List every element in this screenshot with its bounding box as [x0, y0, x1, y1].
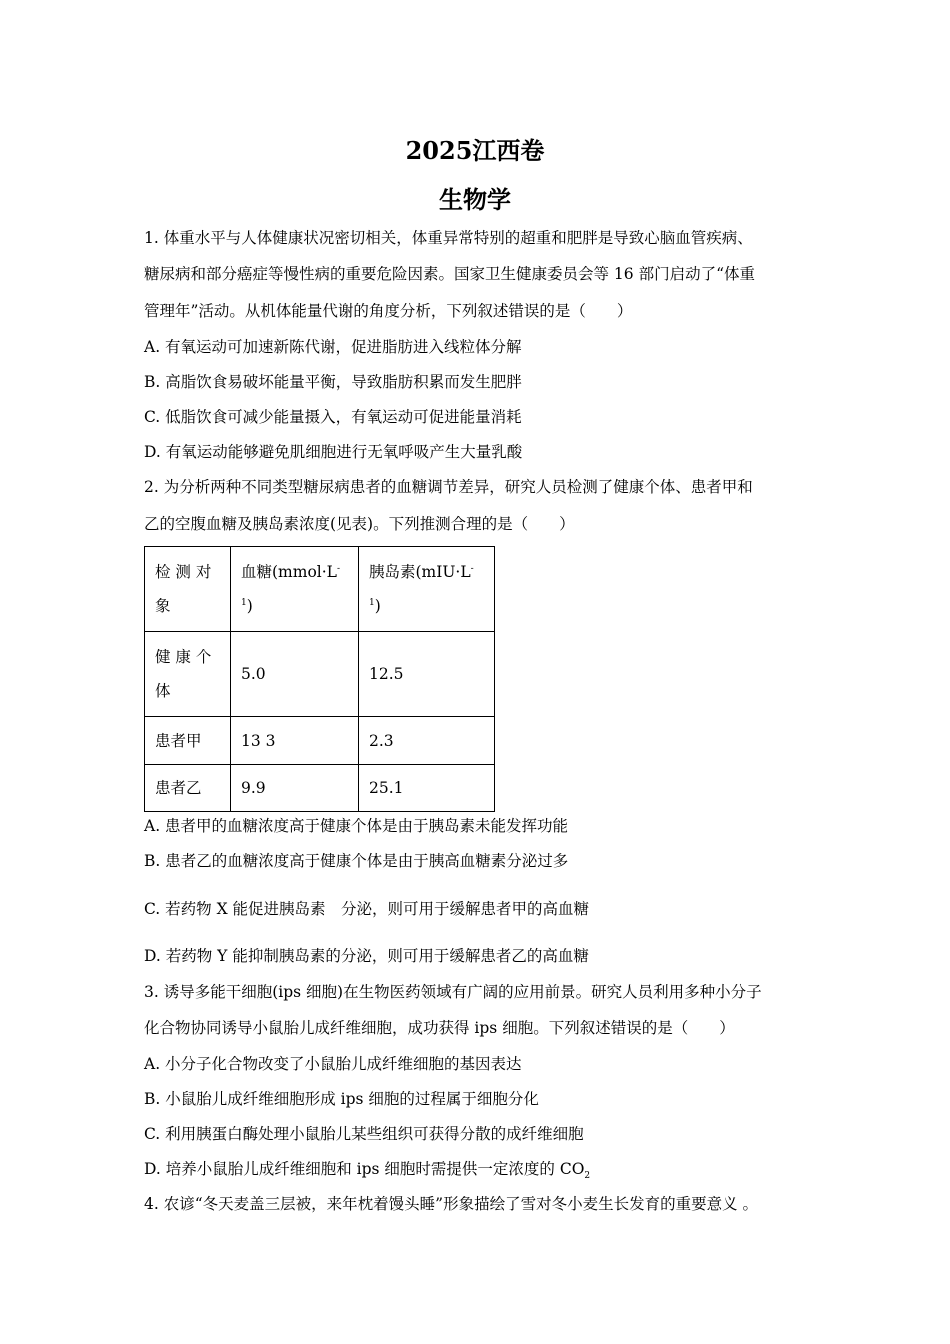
- q3-option-c: C. 利用胰蛋白酶处理小鼠胎儿某些组织可获得分散的成纤维细胞: [144, 1125, 584, 1143]
- table-row: [145, 765, 495, 812]
- q3-stem-line1: 3. 诱导多能干细胞(ips 细胞)在生物医药领域有广阔的应用前景。研究人员利用多种小分子: [144, 983, 762, 1001]
- row-glucose: 9.9: [231, 765, 359, 812]
- q2-data-table: [144, 546, 495, 812]
- q1-stem-line1: 1. 体重水平与人体健康状况密切相关，体重异常特别的超重和肥胖是导致心脑血管疾病、: [144, 229, 753, 247]
- q3-stem-line2: 化合物协同诱导小鼠胎儿成纤维细胞，成功获得 ips 细胞。下列叙述错误的是（ ）: [144, 1019, 735, 1037]
- row-insulin: 2.3: [359, 717, 495, 765]
- document-title: 2025江西卷: [405, 136, 545, 165]
- row-subject: 健 康 个 体: [145, 632, 231, 717]
- q3-option-d: D. 培养小鼠胎儿成纤维细胞和 ips 细胞时需提供一定浓度的 $CO_2$: [144, 1160, 591, 1182]
- q2-option-d: D. 若药物 Y 能抑制胰岛素的分泌，则可用于缓解患者乙的高血糖: [144, 947, 589, 965]
- q1-option-c: C. 低脂饮食可减少能量摄入，有氧运动可促进能量消耗: [144, 408, 522, 426]
- q1-stem-line3: 管理年”活动。从机体能量代谢的角度分析，下列叙述错误的是（ ）: [144, 302, 633, 320]
- q3-option-a: A. 小分子化合物改变了小鼠胎儿成纤维细胞的基因表达: [144, 1055, 522, 1073]
- table-row: [145, 632, 495, 717]
- header-subject: 检 测 对 象: [145, 547, 231, 632]
- q2-stem-line1: 2. 为分析两种不同类型糖尿病患者的血糖调节差异，研究人员检测了健康个体、患者甲和: [144, 478, 753, 496]
- row-insulin: 12.5: [359, 632, 495, 717]
- q2-option-a: A. 患者甲的血糖浓度高于健康个体是由于胰岛素未能发挥功能: [144, 817, 569, 835]
- q3-option-b: B. 小鼠胎儿成纤维细胞形成 ips 细胞的过程属于细胞分化: [144, 1090, 539, 1108]
- header-glucose: 血糖$(mmol\cdot L^{-1})$: [231, 547, 359, 632]
- document-subtitle: 生物学: [439, 185, 511, 214]
- row-subject: 患者甲: [145, 717, 231, 765]
- q2-stem-line2: 乙的空腹血糖及胰岛素浓度(见表)。下列推测合理的是（ ）: [144, 515, 575, 533]
- q1-option-b: B. 高脂饮食易破坏能量平衡，导致脂肪积累而发生肥胖: [144, 373, 522, 391]
- q2-option-b: B. 患者乙的血糖浓度高于健康个体是由于胰高血糖素分泌过多: [144, 852, 569, 870]
- q4-stem-line1: 4. 农谚“冬天麦盖三层被，来年枕着馒头睡”形象描绘了雪对冬小麦生长发育的重要意义 。: [144, 1195, 758, 1213]
- table-row: [145, 717, 495, 765]
- row-insulin: 25.1: [359, 765, 495, 812]
- row-glucose: 13 3: [231, 717, 359, 765]
- row-glucose: 5.0: [231, 632, 359, 717]
- row-subject: 患者乙: [145, 765, 231, 812]
- q1-option-d: D. 有氧运动能够避免肌细胞进行无氧呼吸产生大量乳酸: [144, 443, 523, 461]
- q1-stem-line2: 糖尿病和部分癌症等慢性病的重要危险因素。国家卫生健康委员会等 16 部门启动了“体重: [144, 265, 756, 283]
- header-insulin: 胰岛素$(mIU\cdot L^{-1})$: [359, 547, 495, 632]
- q2-option-c: C. 若药物 X 能促进胰岛素 分泌，则可用于缓解患者甲的高血糖: [144, 900, 590, 918]
- q1-option-a: A. 有氧运动可加速新陈代谢，促进脂肪进入线粒体分解: [144, 338, 522, 356]
- table-header-row: [145, 547, 495, 632]
